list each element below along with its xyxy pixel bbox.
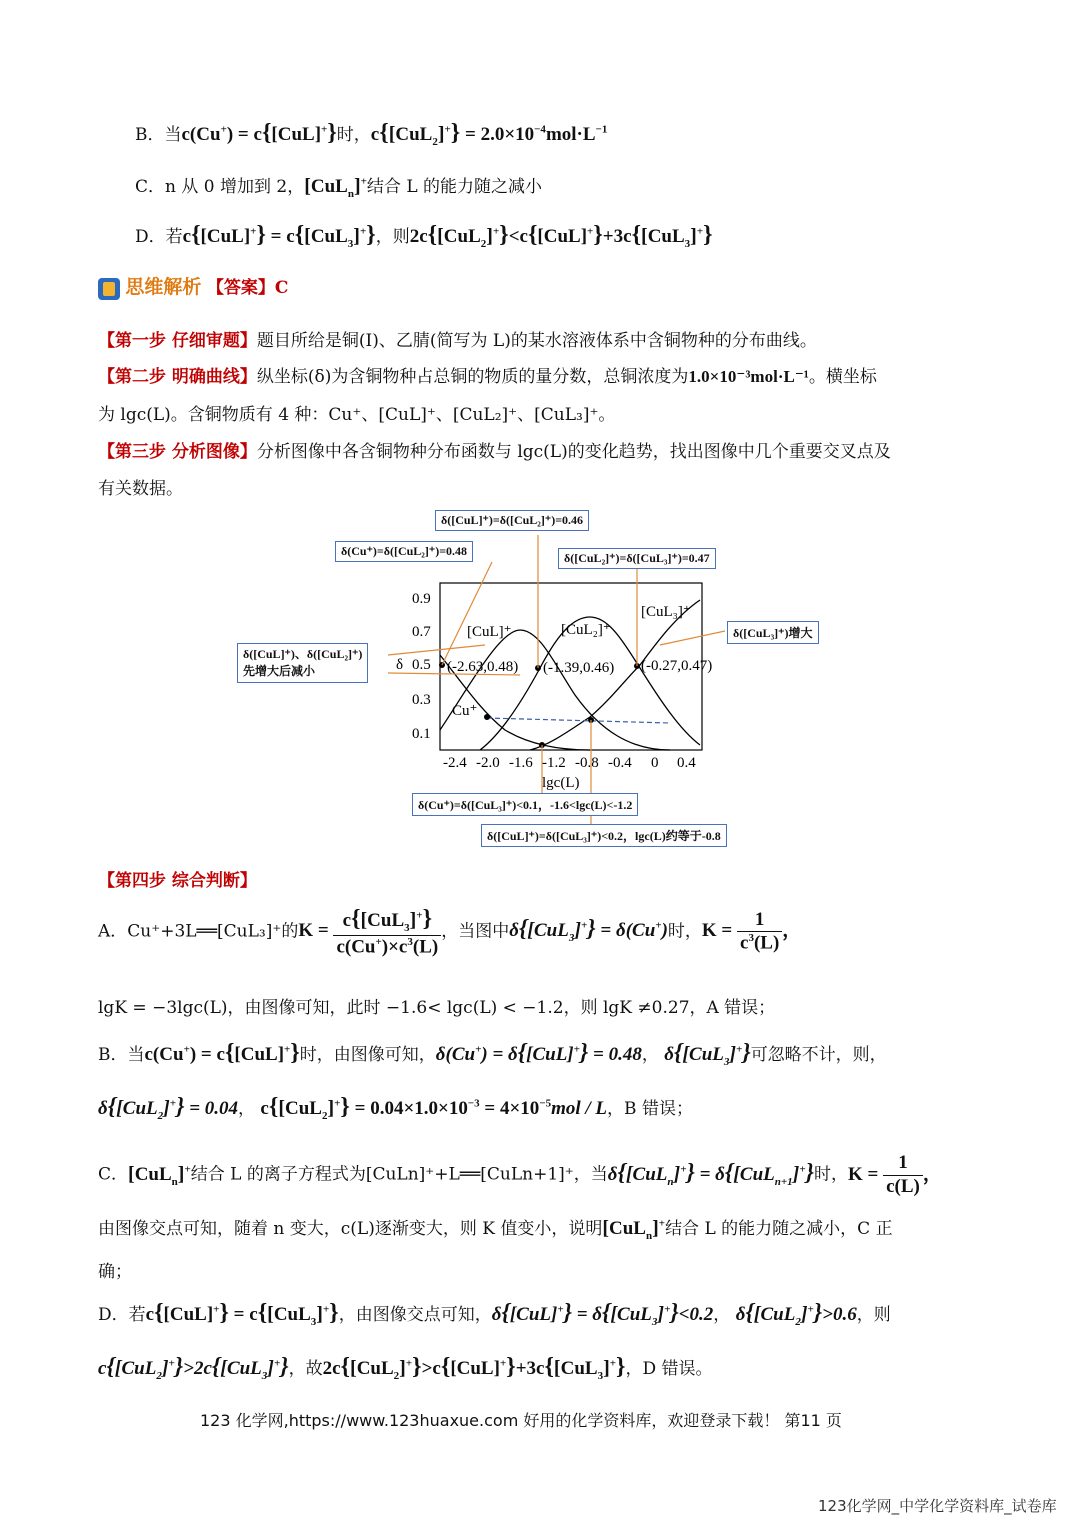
cul-curve — [440, 630, 670, 750]
species-label: [CuL]⁺ — [467, 624, 512, 640]
formula: $c\{[CuL_2]^+\} = 2.0\times 10^{-4}mol\cdot L^{-1}$ — [370, 120, 608, 148]
step2-text: 纵坐标(δ)为含铜物种占总铜的物质的量分数，总铜浓度为 — [256, 367, 689, 387]
judge-text: 时， — [667, 921, 702, 942]
option-b-text: 时， — [336, 125, 371, 145]
formula: c(Cu+) = c{[CuL]+} — [181, 120, 337, 146]
formula: c{[CuL]+} = c{[CuL$_3$]+} — [145, 1300, 339, 1328]
judge-c-line1 — [98, 1152, 942, 1199]
point-label: (-0.27,0.47) — [641, 658, 713, 674]
annotation-box: δ(Cu⁺)=δ([CuL₂]⁺)=0.48 — [335, 541, 473, 562]
judge-text: ，B 错误； — [607, 1099, 693, 1119]
judge-d-line2 — [98, 1354, 713, 1382]
judge-text: 时，由图像可知， — [299, 1045, 436, 1065]
formula: c{[CuL]+} = c{[CuL$_3$]+} — [182, 222, 376, 250]
species-label: [CuL₂]⁺ — [561, 622, 611, 638]
y-tick: 0.3 — [412, 692, 431, 708]
page-footer: 123 化学网,https://www.123huaxue.com 好用的化学资料库，欢迎登录下载！ 第11 页 — [200, 1411, 842, 1430]
dashed-line — [487, 718, 670, 723]
species-label: [CuL₃]⁺ — [641, 604, 691, 620]
step4-head: 【第四步 综合判断】 — [98, 871, 257, 891]
y-tick-labels — [412, 591, 431, 742]
book-icon — [98, 278, 120, 300]
step2-line2: 为 lgc(L)。含铜物质有 4 种：Cu⁺、[CuL]⁺、[CuL₂]⁺、[CuL₃]⁺。 — [98, 405, 616, 425]
y-axis-label: δ — [396, 657, 404, 673]
formula: δ{[CuL$_2$]+} = 0.04 — [98, 1094, 239, 1122]
formula: δ{[CuL]+} = δ{[CuL$_3$]+}<0.2 — [491, 1300, 714, 1328]
formula: δ{[CuL$_3$]+} — [664, 1040, 751, 1068]
formula: K = $\frac{1}{c(L)}$ ， — [847, 1152, 942, 1197]
judge-text: ，由图像交点可知， — [338, 1305, 492, 1325]
y-tick: 0.9 — [412, 591, 431, 607]
judge-text: D．若 — [98, 1305, 146, 1325]
judge-text: B．当 — [98, 1045, 145, 1065]
x-tick: -0.4 — [608, 755, 632, 771]
judge-d-line1: D．若c{[CuL]+} = c{[CuL$_3$]+}，由图像交点可知，δ{[CuL]+} = δ{[CuL$_3$]+}<0.2， δ{[CuL$_2$]+}>0.6，则 — [98, 1300, 891, 1328]
formula: δ{[CuL$_2$]+}>0.6 — [735, 1300, 857, 1328]
formula: K = $\frac{1}{c^3(L)}$ ， — [701, 908, 802, 954]
judge-text: C． — [98, 1164, 129, 1185]
species-label: Cu⁺ — [452, 703, 478, 719]
formula: [CuL$_n$]+ — [304, 175, 367, 200]
option-d-label: D．若 — [135, 227, 183, 247]
analysis-title: 思维解析 — [125, 276, 202, 298]
formula: [CuL$_n$]+ — [128, 1162, 191, 1188]
x-tick: 0 — [651, 755, 659, 771]
option-d — [135, 222, 713, 250]
step2-text2: 。横坐标 — [808, 367, 877, 387]
formula: δ(Cu+) = δ{[CuL]+} = 0.48 — [435, 1040, 642, 1066]
judge-text: 结合 L 的能力随之减小，C 正 — [665, 1219, 893, 1239]
point-label: (-1.39,0.46) — [543, 660, 615, 676]
judge-text: ，D 错误。 — [625, 1359, 713, 1379]
judge-text: 可忽略不计，则， — [750, 1045, 887, 1065]
x-axis-label: lgc(L) — [542, 775, 580, 791]
formula: δ{[CuL$_n$]+} = δ{[CuL$_{n+1}$]+} — [607, 1159, 814, 1188]
annotation-box: δ(Cu⁺)=δ([CuL₃]⁺)<0.1，-1.6<lgc(L)<-1.2 — [412, 793, 638, 816]
formula: 2c{[CuL$_2$]+}>c{[CuL]+}+3c{[CuL$_3$]+} — [322, 1354, 626, 1382]
option-b-label: B．当 — [135, 125, 182, 145]
x-tick: -1.6 — [509, 755, 533, 771]
step2-conc: 1.0×10⁻³mol·L⁻¹ — [688, 367, 809, 386]
option-c — [135, 172, 542, 200]
judge-text: 时， — [813, 1164, 848, 1185]
option-c-text: 结合 L 的能力随之减小 — [366, 177, 543, 197]
judge-b-line1: B．当c(Cu+) = c{[CuL]+}时，由图像可知，δ(Cu+) = δ{[CuL]+} = 0.48， δ{[CuL$_3$]+}可忽略不计，则， — [98, 1040, 887, 1068]
option-d-text: ，则 — [375, 227, 410, 247]
judge-text: ，当图中 — [441, 921, 510, 942]
x-tick: 0.4 — [677, 755, 696, 771]
formula: [CuL$_n$]+ — [602, 1217, 666, 1242]
formula: 2c{[CuL$_2$]+}<c{[CuL]+}+3c{[CuL$_3$]+} — [409, 222, 713, 250]
watermark: 123化学网_中学化学资料库_试卷库 — [818, 1497, 1057, 1515]
judge-a-line1 — [98, 905, 801, 959]
point-marker — [484, 714, 490, 720]
step3 — [98, 437, 891, 462]
judge-c-line2 — [98, 1214, 893, 1242]
formula: K = $\frac{c\{[CuL_3]^+\}}{c(Cu^+)\times c^3(L)}$ — [298, 920, 441, 941]
x-tick-labels — [443, 755, 696, 771]
formula: c{[CuL$_2$]+}>2c{[CuL$_3$]+} — [98, 1354, 289, 1382]
x-tick: -1.2 — [542, 755, 566, 771]
y-tick: 0.5 — [412, 657, 431, 673]
step1-text: 题目所给是铜(I)、乙腈(简写为 L)的某水溶液体系中含铜物种的分布曲线。 — [256, 331, 817, 351]
annotation-box: δ([CuL]⁺)=δ([CuL₃]⁺)<0.2，lgc(L)约等于-0.8 — [481, 824, 727, 847]
distribution-figure — [230, 505, 850, 850]
annotation-box: δ([CuL]⁺)=δ([CuL₂]⁺)=0.46 — [435, 510, 589, 531]
annotation-line: 先增大后减小 — [243, 663, 316, 678]
step1-head: 【第一步 仔细审题】 — [98, 331, 257, 351]
step2 — [98, 362, 877, 387]
step3-text: 分析图像中各含铜物种分布函数与 lgc(L)的变化趋势，找出图像中几个重要交叉点及 — [256, 442, 891, 462]
step1 — [98, 326, 817, 351]
formula: $c\{[CuL_2]^+\} = 0.04\times 1.0\times 10^{-3} = 4\times 10^{-5}mol / L$ — [260, 1094, 608, 1122]
step3-head: 【第三步 分析图像】 — [98, 442, 257, 462]
judge-text: ，则 — [856, 1305, 891, 1325]
judge-text: 由图像交点可知，随着 n 变大，c(L)逐渐变大，则 K 值变小，说明 — [98, 1219, 603, 1239]
step2-head: 【第二步 明确曲线】 — [98, 367, 257, 387]
step3-line2: 有关数据。 — [98, 479, 183, 499]
judge-text: ，故 — [288, 1359, 323, 1379]
answer-label: 【答案】C — [206, 278, 289, 298]
annotation-box: δ([CuL₂]⁺)=δ([CuL₃]⁺)=0.47 — [558, 548, 716, 569]
formula: δ{[CuL$_3$]+} = δ(Cu+) — [509, 916, 668, 945]
point-label: (-2.63,0.48) — [447, 659, 519, 675]
judge-text: A．Cu⁺+3L══[CuL₃]⁺的 — [98, 921, 299, 942]
y-tick: 0.7 — [412, 624, 431, 640]
judge-text: 结合 L 的离子方程式为[CuLn]⁺+L══[CuLn+1]⁺，当 — [190, 1164, 608, 1185]
annotation-line: δ([CuL]⁺)、δ([CuL₂]⁺) — [243, 647, 363, 661]
judge-a-line2: lgK = −3lgc(L)，由图像可知，此时 −1.6< lgc(L) < −1.2，则 lgK ≠0.27，A 错误； — [98, 998, 776, 1018]
analysis-header — [98, 272, 288, 300]
option-b — [135, 120, 607, 148]
judge-b-line2: δ{[CuL$_2$]+} = 0.04， $c\{[CuL_2]^+\} = 0.04\times 1.0\times 10^{-3} = 4\times 10^{-5}mol / L$，B 错误； — [98, 1094, 693, 1122]
x-tick: -2.4 — [443, 755, 467, 771]
y-tick: 0.1 — [412, 726, 431, 742]
annotation-box — [237, 643, 368, 683]
judge-c-line3: 确； — [98, 1262, 132, 1282]
x-tick: -0.8 — [575, 755, 599, 771]
point-labels — [447, 658, 712, 676]
formula: c(Cu+) = c{[CuL]+} — [144, 1040, 300, 1066]
annotation-box: δ([CuL₃]⁺)增大 — [727, 621, 819, 644]
option-c-label: C．n 从 0 增加到 2， — [135, 177, 305, 197]
x-tick: -2.0 — [476, 755, 500, 771]
